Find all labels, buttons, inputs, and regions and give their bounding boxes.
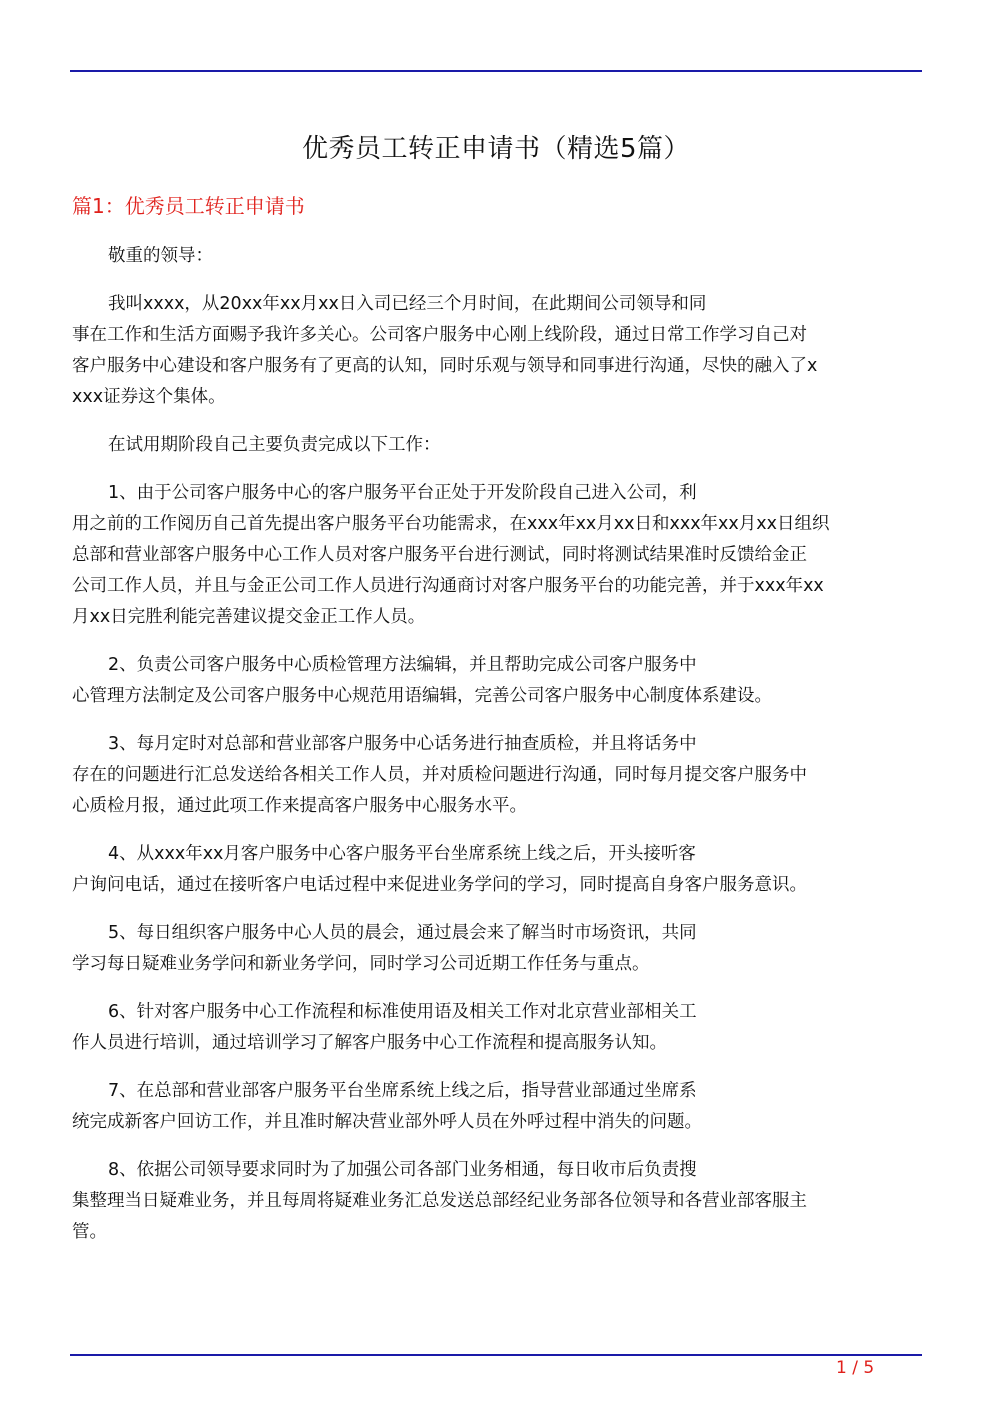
text-line: 公司工作人员，并且与金正公司工作人员进行沟通商讨对客户服务平台的功能完善，并于xxx年xx: [72, 576, 824, 596]
text-line: 用之前的工作阅历自己首先提出客户服务平台功能需求，在xxx年xx月xx日和xxx年xx月xx日组织: [72, 514, 830, 534]
text-line: 月xx日完胜利能完善建议提交金正工作人员。: [72, 607, 426, 627]
text-line: 7、在总部和营业部客户服务平台坐席系统上线之后，指导营业部通过坐席系: [108, 1081, 697, 1101]
document-title: 优秀员工转正申请书（精选5篇）: [301, 134, 691, 164]
paragraph: [72, 1076, 924, 1138]
paragraph: [72, 650, 924, 712]
text-line: 敬重的领导：: [108, 246, 213, 266]
paragraph: [72, 729, 924, 822]
paragraph: [72, 918, 924, 980]
section-heading: 篇1：优秀员工转正申请书: [72, 194, 305, 218]
paragraph: [72, 478, 924, 633]
text-line: 统完成新客户回访工作，并且准时解决营业部外呼人员在外呼过程中消失的问题。: [72, 1112, 702, 1132]
text-line: 5、每日组织客户服务中心人员的晨会，通过晨会来了解当时市场资讯，共同: [108, 923, 697, 943]
paragraph: [72, 997, 924, 1059]
document-body: [72, 241, 924, 1265]
paragraph: [72, 241, 924, 272]
text-line: 在试用期阶段自己主要负责完成以下工作：: [108, 435, 441, 455]
text-line: 心管理方法制定及公司客户服务中心规范用语编辑，完善公司客户服务中心制度体系建设。: [72, 686, 772, 706]
text-line: 户询问电话，通过在接听客户电话过程中来促进业务学问的学习，同时提高自身客户服务意识。: [72, 875, 807, 895]
text-line: 1、由于公司客户服务中心的客户服务平台正处于开发阶段自己进入公司，利: [108, 483, 697, 503]
text-line: 6、针对客户服务中心工作流程和标准使用语及相关工作对北京营业部相关工: [108, 1002, 697, 1022]
top-rule: [70, 70, 922, 72]
text-line: 8、依据公司领导要求同时为了加强公司各部门业务相通，每日收市后负责搜: [108, 1160, 697, 1180]
text-line: 4、从xxx年xx月客户服务中心客户服务平台坐席系统上线之后，开头接听客: [108, 844, 696, 864]
text-line: 总部和营业部客户服务中心工作人员对客户服务平台进行测试，同时将测试结果准时反馈给金正: [72, 545, 807, 565]
text-line: 作人员进行培训，通过培训学习了解客户服务中心工作流程和提高服务认知。: [72, 1033, 667, 1053]
text-line: 学习每日疑难业务学问和新业务学问，同时学习公司近期工作任务与重点。: [72, 954, 650, 974]
page-number: 1 / 5: [836, 1358, 875, 1378]
text-line: 心质检月报，通过此项工作来提高客户服务中心服务水平。: [72, 796, 527, 816]
text-line: 我叫xxxx，从20xx年xx月xx日入司已经三个月时间，在此期间公司领导和同: [108, 294, 707, 314]
text-line: xxx证券这个集体。: [72, 387, 226, 407]
paragraph: [72, 1155, 924, 1248]
bottom-rule: [70, 1354, 922, 1356]
text-line: 客户服务中心建设和客户服务有了更高的认知，同时乐观与领导和同事进行沟通，尽快的融入了x: [72, 356, 818, 376]
paragraph: [72, 289, 924, 413]
paragraph: [72, 430, 924, 461]
text-line: 集整理当日疑难业务，并且每周将疑难业务汇总发送总部经纪业务部各位领导和各营业部客服主: [72, 1191, 807, 1211]
text-line: 管。: [72, 1222, 107, 1242]
text-line: 3、每月定时对总部和营业部客户服务中心话务进行抽查质检，并且将话务中: [108, 734, 697, 754]
text-line: 存在的问题进行汇总发送给各相关工作人员，并对质检问题进行沟通，同时每月提交客户服务中: [72, 765, 807, 785]
text-line: 事在工作和生活方面赐予我许多关心。公司客户服务中心刚上线阶段，通过日常工作学习自己对: [72, 325, 807, 345]
text-line: 2、负责公司客户服务中心质检管理方法编辑，并且帮助完成公司客户服务中: [108, 655, 697, 675]
paragraph: [72, 839, 924, 901]
